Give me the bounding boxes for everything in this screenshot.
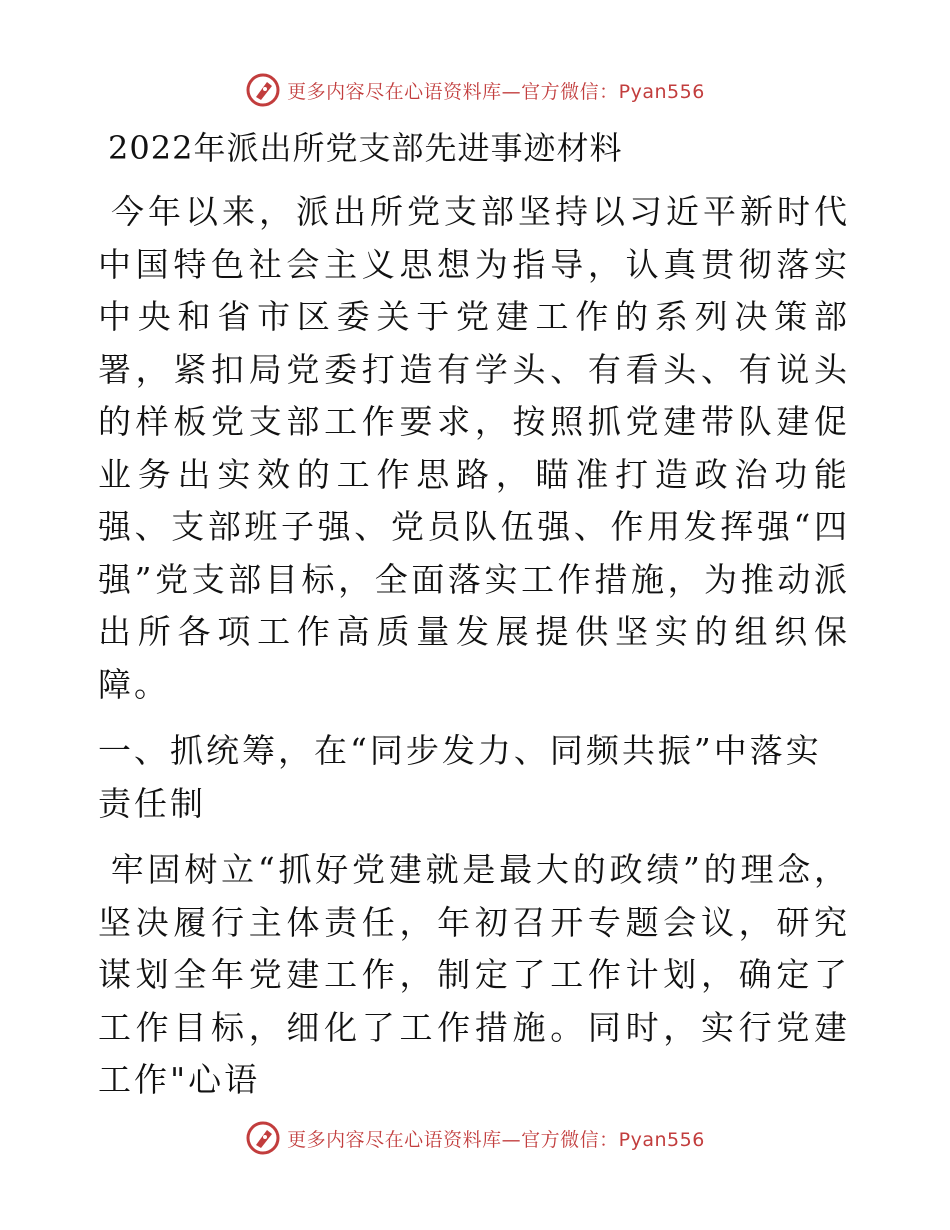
watermark-banner-bottom [0,1118,950,1158]
watermark-text: 更多内容尽在心语资料库—官方微信：Pyan556 [287,80,705,103]
section-heading-1: 一、抓统筹，在“同步发力、同频共振”中落实责任制 [98,731,822,823]
watermark-banner-top [0,70,950,110]
pen-nib-logo-icon [245,1120,281,1156]
document-body [98,124,850,1121]
paragraph-intro: 今年以来，派出所党支部坚持以习近平新时代中国特色社会主义思想为指导，认真贯彻落实中央和省市区委关于党建工作的系列决策部署，紧扣局党委打造有学头、有看头、有说头的样板党支部工作要求，按照抓党建带队建促业务出实效的工作思路，瞄准打造政治功能强、支部班子强、党员队伍强、作用发挥强“四强”党支部目标，全面落实工作措施，为推动派出所各项工作高质量发展提供坚实的组织保障。 [98,192,850,704]
watermark-text: 更多内容尽在心语资料库—官方微信：Pyan556 [287,1128,705,1151]
document-title: 2022年派出所党支部先进事迹材料 [108,129,623,167]
paragraph-section-1: 牢固树立“抓好党建就是最大的政绩”的理念，坚决履行主体责任，年初召开专题会议，研究谋划全年党建工作，制定了工作计划，确定了工作目标，细化了工作措施。同时，实行党建工作"心语 [98,850,850,1099]
pen-nib-logo-icon [245,72,281,108]
